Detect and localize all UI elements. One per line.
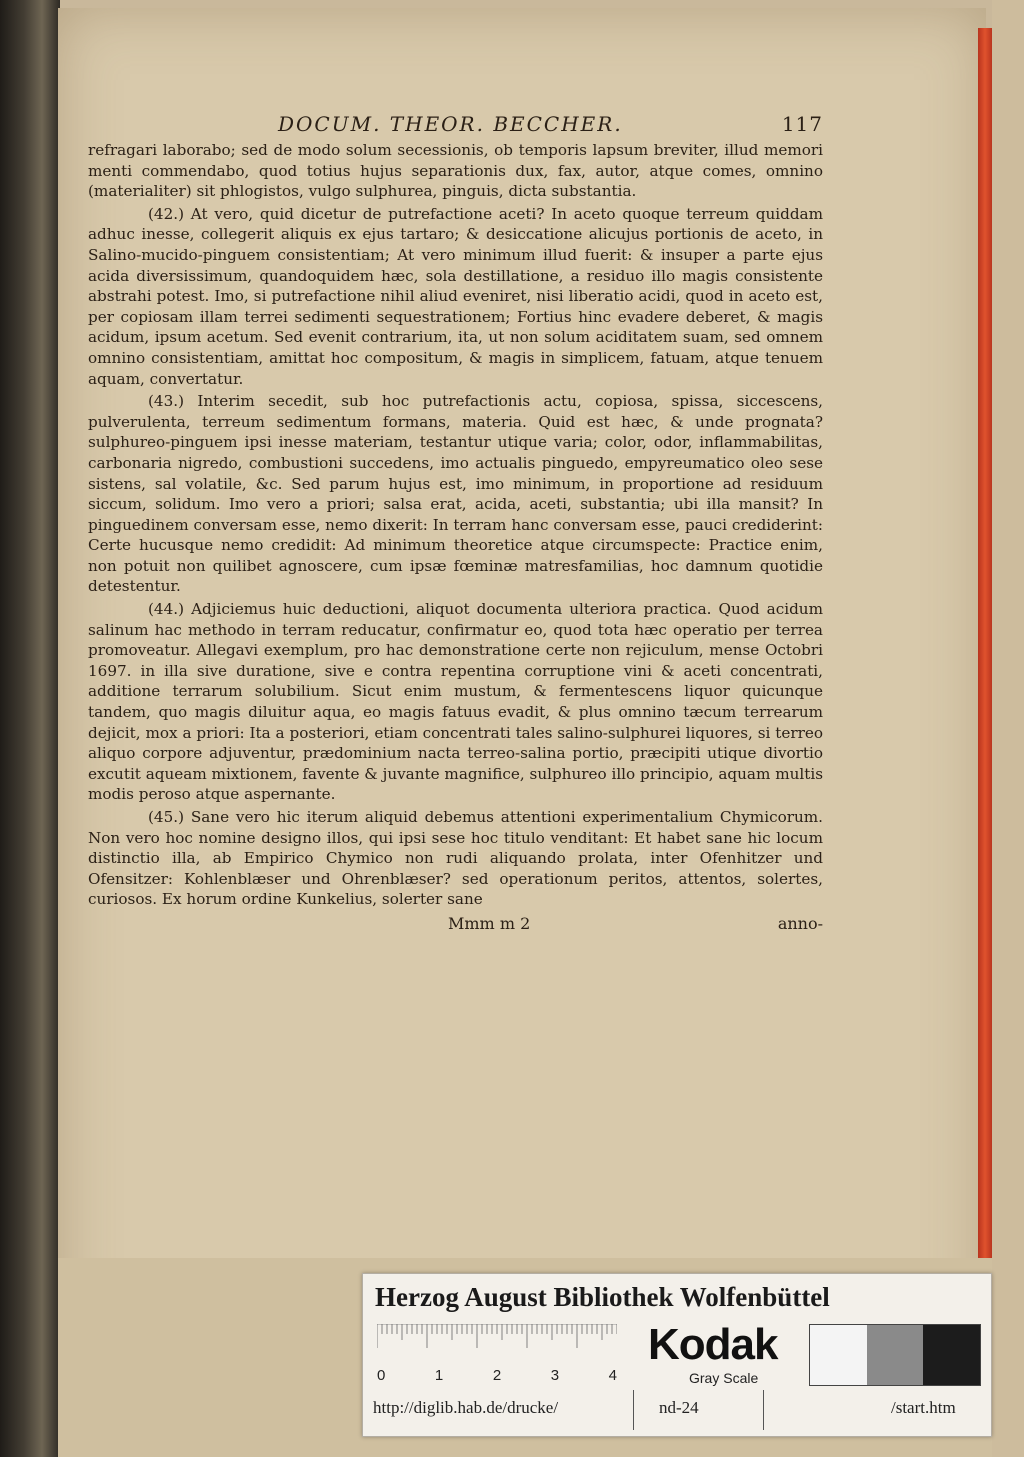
book-gutter bbox=[0, 0, 60, 1457]
library-title: Herzog August Bibliothek Wolfenbüttel bbox=[375, 1282, 830, 1312]
paragraph-number: (44.) bbox=[148, 600, 185, 619]
gray-patch-mid bbox=[867, 1325, 924, 1385]
divider bbox=[763, 1390, 764, 1430]
ruler-number: 1 bbox=[434, 1367, 444, 1384]
paragraph-45 bbox=[88, 807, 823, 910]
paragraph-text: Interim secedit, sub hoc putrefactionis actu, copiosa, spissa, siccescens, pulverulenta, terreum sedimentum formans, materia. Quid est hæc, & unde prognata? sulphureo-pinguem ipsi inesse materiam, testantur utique varia; color, odor, inflammabilitas, carbonaria nigredo, combustioni succedens, imo actualis pinguedo, empyreumatico oleo sese sistens, sal volatile, &c. Sed parum hujus est, imo minimum, in proportione ad residuum siccum, solidum. Imo vero a priori; salsa erat, acida, aceti, substantia; ubi illa mansit? In pinguedinem conversam esse, nemo dixerit: In terram hanc conversam esse, pauci crediderint: Certe hucusque nemo credidit: Ad minimum theoretice atque circumspecte: Practice enim, non potuit non quilibet agnoscere, cum ipsæ fœminæ matresfamilias, hoc damnum quotidie detestentur. bbox=[88, 392, 824, 596]
running-title: DOCUM. THEOR. BECCHER. bbox=[278, 112, 623, 136]
ruler-scale bbox=[377, 1324, 617, 1364]
gray-scale-label: Gray Scale bbox=[689, 1370, 759, 1386]
ruler-numbers bbox=[377, 1367, 617, 1384]
kodak-logo: Kodak bbox=[648, 1320, 778, 1369]
paragraph-number: (43.) bbox=[148, 392, 185, 411]
url-right: /start.htm bbox=[891, 1398, 956, 1417]
signature-mark: Mmm m 2 bbox=[448, 913, 531, 933]
page-footer bbox=[88, 914, 823, 933]
paragraph-continued bbox=[88, 140, 823, 202]
ruler-number: 4 bbox=[608, 1367, 617, 1384]
page-text-block bbox=[88, 112, 823, 933]
ruler-number: 0 bbox=[377, 1367, 386, 1384]
background-right bbox=[992, 0, 1024, 1457]
paragraph-text: At vero, quid dicetur de putrefactione aceti? In aceto quoque terreum quiddam adhuc inesse, collegerit aliquis ex ejus tartaro; & desiccatione alicujus portionis de aceto, in Salino-mucido-pinguem consistentiam; At vero minimum illud fuerit: & insuper a parte ejus acida diversissimum, quandoquidem hæc, sola destillatione, a residuo illo magis consistente abstrahi potest. Imo, si putrefactione nihil aliud eveniret, nisi liberatio acidi, quod in aceto est, per copiosam illam terrei sedimenti sequestrationem; Fortius hinc evadere deberet, & magis acidum, ipsum acetum. Sed evenit contrarium, ita, ut non solum aciditatem suam, sed omnem omnino consistentiam, amittat hoc compositum, & magis in simplicem, fatuam, atque tenuem aquam, convertatur. bbox=[88, 204, 824, 388]
paragraph-number: (42.) bbox=[148, 204, 185, 223]
red-page-edge bbox=[978, 28, 992, 1258]
gray-scale-patches bbox=[809, 1324, 981, 1386]
paragraph-42 bbox=[88, 204, 823, 389]
ruler-number: 2 bbox=[492, 1367, 502, 1384]
page-number: 117 bbox=[781, 112, 823, 136]
paragraph-text: refragari laborabo; sed de modo solum secessionis, ob temporis lapsum breviter, illud memori menti commendabo, quod totius hujus separationis dux, fax, autor, atque comes, omnino (materialiter) sit phlogistos, vulgo sulphurea, pinguis, dicta substantia. bbox=[88, 141, 823, 201]
paragraph-text: Adjiciemus huic deductioni, aliquot documenta ulteriora practica. Quod acidum salinum hac methodo in terram reducatur, confirmatur eo, quod tota hæc operatio per terrea promoveatur. Allegavi exemplum, pro hac demonstratione certe non rejiculum, mense Octobri 1697. in illa sive duratione, sive e contra repentina corruptione vini & aceti concentrati, additione terrarum solubilium. Sicut enim mustum, & fermentescens liquor quicunque tandem, quo magis diluitur aqua, eo magis fatuus evadit, & plus omnino tæcum terrearum dejicit, mox a priori: Ita a posteriori, etiam concentrati tales salino-sulphurei liquores, si terreo aliquo corpore adjuventur, prædominium nacta terreo-salina portio, præcipiti utique divortio excutit aqueam mixtionem, favente & juvante magnifice, sulphureo illo principio, aquam multis modis peroso atque aspernante. bbox=[88, 600, 824, 804]
paragraph-44 bbox=[88, 599, 823, 805]
running-header bbox=[88, 112, 823, 136]
paragraph-text: Sane vero hic iterum aliquid debemus attentioni experimentalium Chymicorum. Non vero hoc nomine designo illos, qui ipsi sese hoc titulo venditant: Et habet sane hic locum distinctio illa, ab Empirico Chymico non rudi aliquando prolata, inter Ofenhitzer und Ofensitzer: Kohlenblæser und Ohrenblæser? sed operationum peritos, attentos, solertes, curiosos. Ex horum ordine Kunkelius, solerter sane bbox=[88, 808, 823, 909]
ruler-number: 3 bbox=[550, 1367, 560, 1384]
paragraph-number: (45.) bbox=[148, 808, 185, 826]
paragraph-43 bbox=[88, 391, 823, 597]
url-left: http://diglib.hab.de/drucke/ bbox=[373, 1398, 559, 1417]
gray-patch-white bbox=[810, 1325, 867, 1385]
library-label-card bbox=[362, 1273, 992, 1437]
divider bbox=[633, 1390, 634, 1430]
catchword: anno- bbox=[777, 913, 823, 933]
gray-patch-black bbox=[923, 1325, 980, 1385]
shelfmark: nd-24 bbox=[659, 1398, 699, 1417]
